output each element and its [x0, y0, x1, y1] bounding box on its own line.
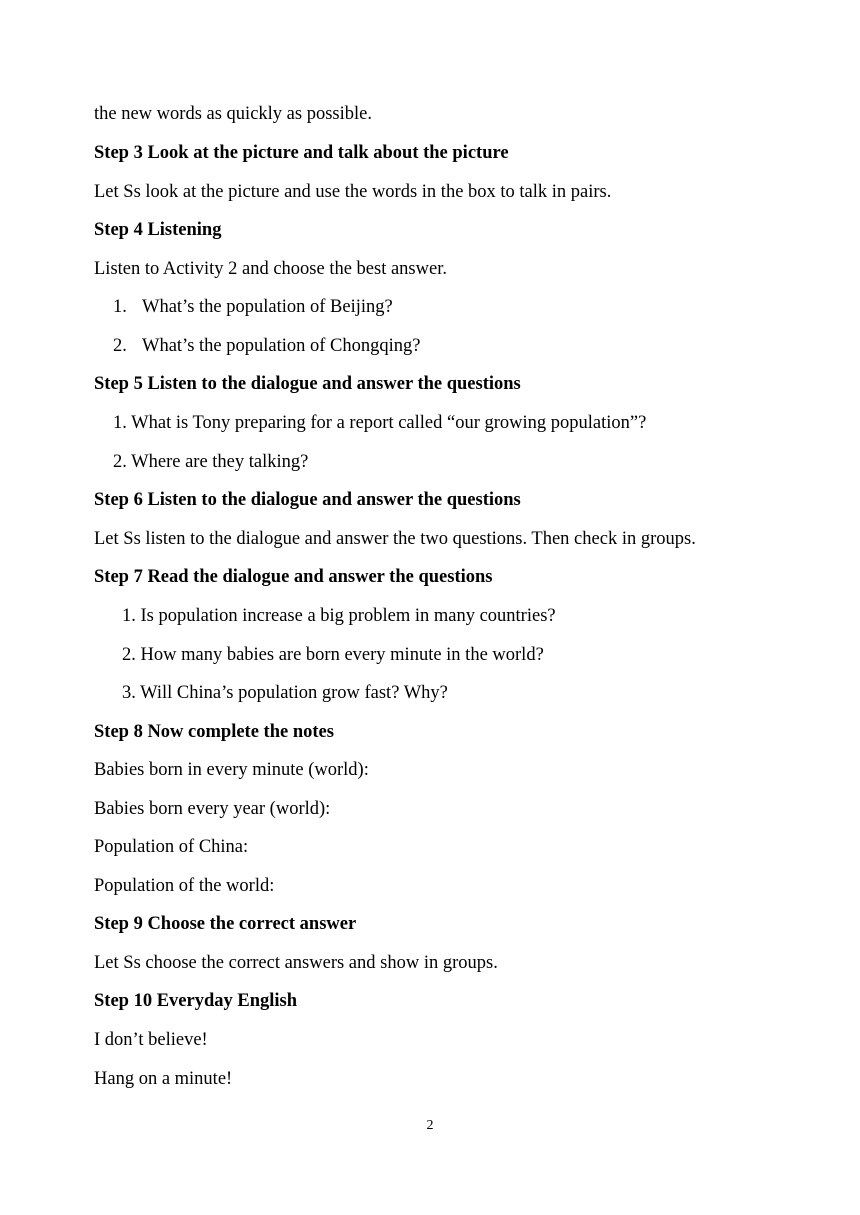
step-7-question-2: 2. How many babies are born every minute in the world? [122, 645, 544, 665]
step-4-question-1 [113, 295, 393, 319]
list-number: 1. [113, 297, 127, 317]
step-8-heading: Step 8 Now complete the notes [94, 722, 334, 742]
step-3-heading: Step 3 Look at the picture and talk about the picture [94, 143, 509, 163]
step-8-note-3: Population of China: [94, 837, 249, 857]
step-10-phrase-1: I don’t believe! [94, 1030, 208, 1050]
step-8-note-1: Babies born in every minute (world): [94, 760, 369, 780]
list-item-text: What’s the population of Beijing? [142, 297, 393, 317]
step-4-heading: Step 4 Listening [94, 220, 222, 240]
paragraph-intro-tail: the new words as quickly as possible. [94, 104, 372, 124]
step-4-question-2 [113, 334, 421, 358]
step-8-note-4: Population of the world: [94, 876, 275, 896]
step-9-heading: Step 9 Choose the correct answer [94, 914, 357, 934]
step-5-question-2: 2. Where are they talking? [113, 452, 309, 472]
step-9-text: Let Ss choose the correct answers and show in groups. [94, 953, 498, 973]
step-4-text: Listen to Activity 2 and choose the best answer. [94, 259, 447, 279]
list-number: 2. [113, 336, 127, 356]
step-8-note-2: Babies born every year (world): [94, 799, 331, 819]
step-10-heading: Step 10 Everyday English [94, 991, 298, 1011]
step-7-heading: Step 7 Read the dialogue and answer the questions [94, 567, 493, 587]
step-3-text: Let Ss look at the picture and use the words in the box to talk in pairs. [94, 182, 612, 202]
list-item-text: What’s the population of Chongqing? [142, 336, 421, 356]
step-6-text: Let Ss listen to the dialogue and answer the two questions. Then check in groups. [94, 529, 696, 549]
step-7-question-1: 1. Is population increase a big problem in many countries? [122, 606, 556, 626]
step-7-question-3: 3. Will China’s population grow fast? Why? [122, 683, 448, 703]
page-number: 2 [426, 1118, 434, 1133]
step-6-heading: Step 6 Listen to the dialogue and answer the questions [94, 490, 521, 510]
step-10-phrase-2: Hang on a minute! [94, 1069, 233, 1089]
step-5-question-1: 1. What is Tony preparing for a report called “our growing population”? [113, 413, 647, 433]
step-5-heading: Step 5 Listen to the dialogue and answer the questions [94, 374, 521, 394]
